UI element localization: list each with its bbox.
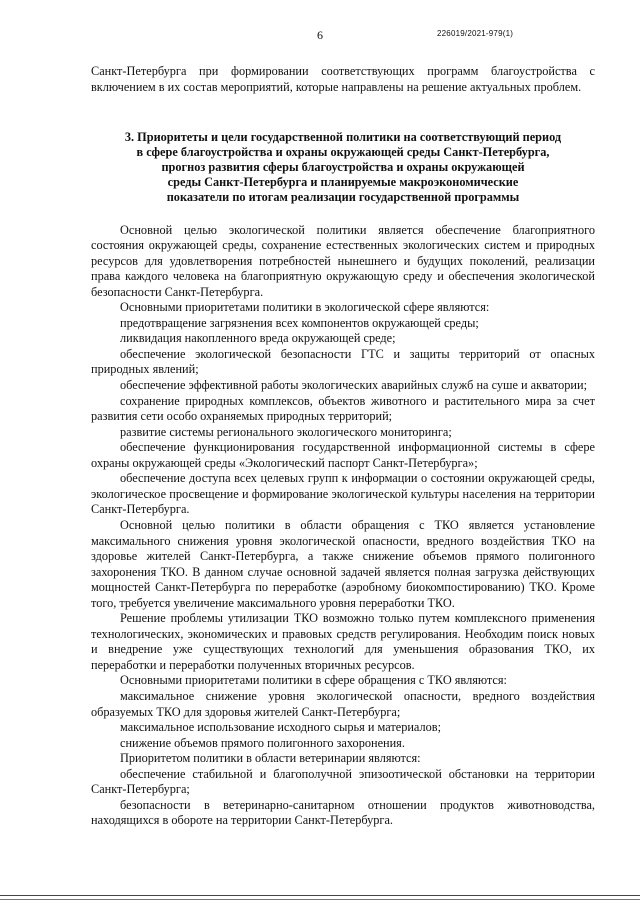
section-title-line: среды Санкт-Петербурга и планируемые макроэкономические	[167, 175, 519, 190]
list-item: максимальное снижение уровня экологической опасности, вредного воздействия образуемых ТКО для здоровья жителей Санкт-Петербурга;	[91, 688, 595, 719]
list-item: обеспечение стабильной и благополучной эпизоотической обстановки на территории Санкт-Петербурга;	[91, 766, 595, 797]
scan-edge-line	[0, 899, 640, 900]
list-item: ликвидация накопленного вреда окружающей среде;	[120, 331, 396, 346]
page-number: 6	[317, 28, 323, 42]
list-item: безопасности в ветеринарно-санитарном отношении продуктов животноводства, находящихся в обороте на территории Санкт-Петербурга.	[91, 797, 595, 828]
waste-priorities-heading: Основными приоритетами политики в сфере обращения с ТКО являются:	[120, 673, 507, 688]
section-title-line: в сфере благоустройства и охраны окружающей среды Санкт-Петербурга,	[136, 145, 550, 160]
veterinary-priorities-heading: Приоритетом политики в области ветеринарии являются:	[120, 751, 421, 766]
waste-goal-paragraph: Основной целью политики в области обращения с ТКО является установление максимального снижения уровня экологической опасности, вредного воздействия ТКО на здоровье жителей Санкт-Петербурга, а также снижение объемов прямого полигонного захоронения ТКО. В данном случае основной задачей является полная загрузка действующих мощностей Санкт-Петербурга по переработке (аэробному биокомпостированию) ТКО. Кроме того, требуется увеличение максимального уровня переработки ТКО.	[91, 517, 595, 610]
section-title-line: прогноз развития сферы благоустройства и охраны окружающей	[161, 160, 525, 175]
list-item: предотвращение загрязнения всех компонентов окружающей среды;	[120, 315, 479, 330]
scan-edge-line	[0, 895, 640, 896]
section-title	[91, 130, 595, 205]
list-item: сохранение природных комплексов, объектов животного и растительного мира за счет развития сети особо охраняемых природных территорий;	[91, 393, 595, 424]
section-title-line: 3. Приоритеты и цели государственной политики на соответствующий период	[124, 130, 562, 145]
list-item: максимальное использование исходного сырья и материалов;	[120, 720, 441, 735]
list-item: обеспечение доступа всех целевых групп к информации о состоянии окружающей среды, экологическое просвещение и формирование экологической культуры населения на территории Санкт-Петербурга.	[91, 471, 595, 517]
list-item: обеспечение экологической безопасности ГТС и защиты территорий от опасных природных явлений;	[91, 346, 595, 377]
section-title-line: показатели по итогам реализации государственной программы	[166, 190, 520, 205]
list-item: обеспечение функционирования государственной информационной системы в сфере охраны окружающей среды «Экологический паспорт Санкт-Петербурга»;	[91, 440, 595, 470]
document-body	[91, 64, 595, 829]
document-id: 226019/2021-979(1)	[437, 29, 514, 38]
list-item: снижение объемов прямого полигонного захоронения.	[120, 735, 405, 750]
ecology-priorities-heading: Основными приоритетами политики в экологической сфере являются:	[120, 300, 490, 315]
list-item: развитие системы регионального экологического мониторинга;	[120, 424, 452, 439]
intro-paragraph: Санкт-Петербурга при формировании соответствующих программ благоустройства с включением в их состав мероприятий, которые направлены на решение актуальных проблем.	[91, 64, 595, 94]
ecology-goal-paragraph: Основной целью экологической политики является обеспечение благоприятного состояния окружающей среды, сохранение естественных экологических систем и природных ресурсов для удовлетворения потребностей нынешнего и будущих поколений, реализации права каждого человека на благоприятную окружающую среду и обеспечения экологической безопасности Санкт-Петербурга.	[91, 222, 595, 299]
list-item: обеспечение эффективной работы экологических аварийных служб на суше и акватории;	[120, 378, 587, 393]
waste-solution-paragraph: Решение проблемы утилизации ТКО возможно только путем комплексного применения технологических, экономических и правовых средств регулирования. Необходим поиск новых и внедрение уже существующих технологий для уменьшения образования ТКО, их переработки и переработки полученных вторичных ресурсов.	[91, 611, 595, 672]
